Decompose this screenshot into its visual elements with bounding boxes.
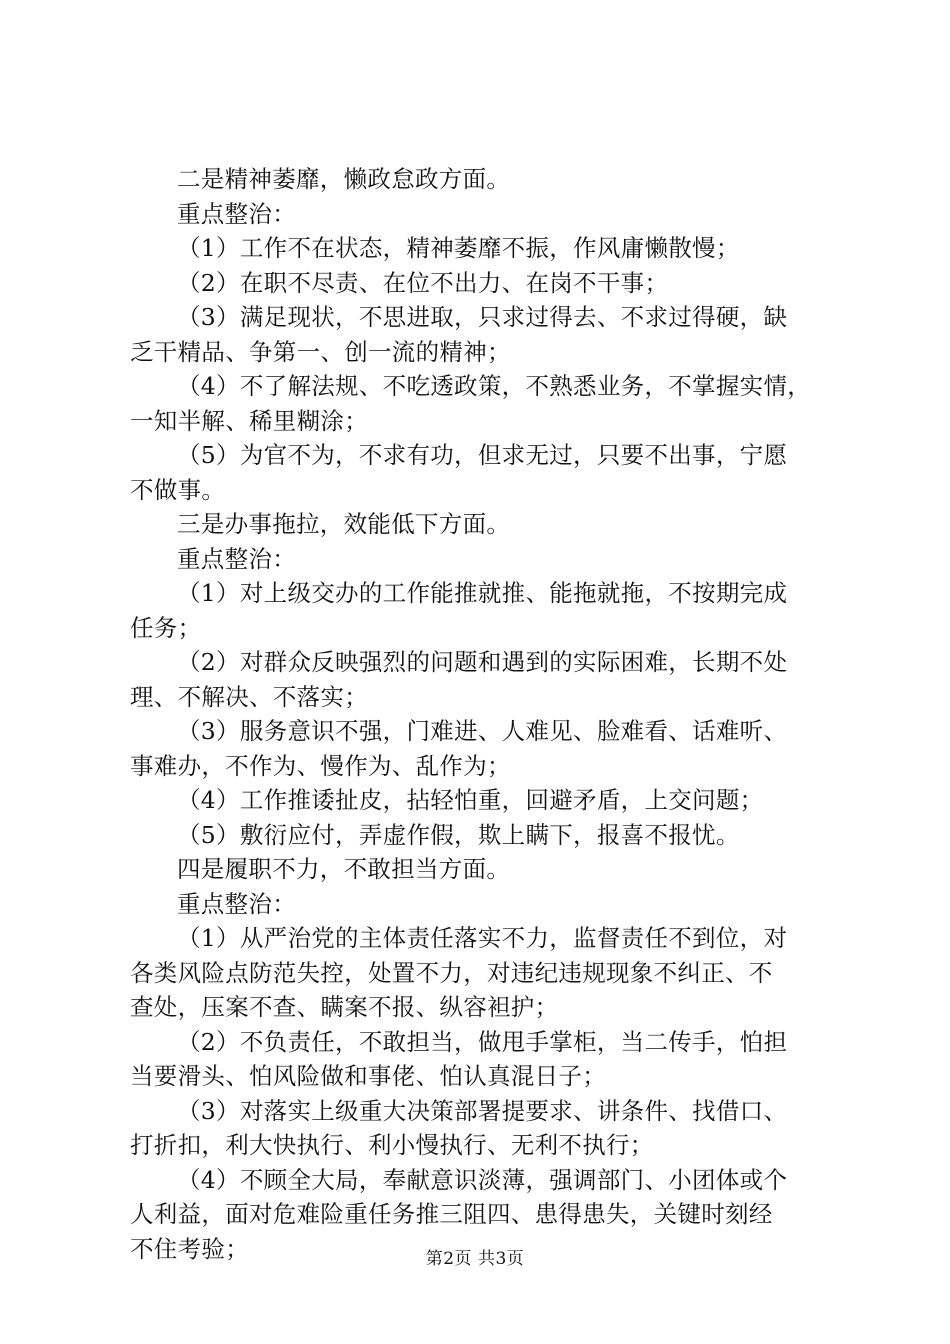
text-line: 重点整治： xyxy=(177,889,296,918)
text-line: 查处，压案不查、瞒案不报、纵容袒护； xyxy=(130,993,559,1021)
text-line: （1）对上级交办的工作能推就推、能拖就拖，不按期完成 xyxy=(177,579,788,607)
page-footer: 第2页 共3页 xyxy=(425,1249,525,1269)
text-line: 乏干精品、争第一、创一流的精神； xyxy=(130,337,511,366)
text-line: 二是精神萎靡，懒政怠政方面。 xyxy=(177,165,511,193)
text-line: （3）服务意识不强，门难进、人难见、脸难看、话难听、 xyxy=(177,717,788,745)
text-line: （1）从严治党的主体责任落实不力，监督责任不到位，对 xyxy=(177,924,788,952)
text-line: 当要滑头、怕风险做和事佬、怕认真混日子； xyxy=(130,1062,606,1090)
text-line: 不住考验； xyxy=(130,1234,249,1263)
text-line: 重点整治： xyxy=(177,199,296,228)
text-line: 任务； xyxy=(130,613,202,642)
text-line: 重点整治： xyxy=(177,544,296,573)
text-line: （3）满足现状，不思进取，只求过得去、不求过得硬，缺 xyxy=(177,303,788,331)
text-line: 四是履职不力，不敢担当方面。 xyxy=(177,855,511,883)
text-line: （3）对落实上级重大决策部署提要求、讲条件、找借口、 xyxy=(177,1096,788,1125)
text-line: （4）不了解法规、不吃透政策，不熟悉业务，不掌握实情， xyxy=(177,372,812,400)
text-line: （4）不顾全大局，奉献意识淡薄，强调部门、小团体或个 xyxy=(177,1165,788,1194)
text-line: 各类风险点防范失控，处置不力，对违纪违规现象不纠正、不 xyxy=(130,958,773,987)
text-line: （4）工作推诿扯皮，拈轻怕重，回避矛盾，上交问题； xyxy=(177,786,764,814)
text-line: 不做事。 xyxy=(130,475,226,504)
text-line: （2）对群众反映强烈的问题和遇到的实际困难，长期不处 xyxy=(177,648,788,676)
text-line: （2）不负责任，不敢担当，做甩手掌柜，当二传手，怕担 xyxy=(177,1027,788,1056)
text-line: （2）在职不尽责、在位不出力、在岗不干事； xyxy=(177,268,669,297)
text-line: 理、不解决、不落实； xyxy=(130,682,368,711)
text-line: 三是办事拖拉，效能低下方面。 xyxy=(177,510,511,538)
text-line: 事难办，不作为、慢作为、乱作为； xyxy=(130,751,511,780)
document-body xyxy=(130,162,830,1266)
text-line: 一知半解、稀里糊涂； xyxy=(130,406,368,435)
text-line: 人利益，面对危难险重任务推三阻四、患得患失，关键时刻经 xyxy=(130,1200,773,1228)
text-line: （5）为官不为，不求有功，但求无过，只要不出事，宁愿 xyxy=(177,441,788,469)
text-line: （1）工作不在状态，精神萎靡不振，作风庸懒散慢； xyxy=(177,234,740,262)
text-line: （5）敷衍应付，弄虚作假，欺上瞒下，报喜不报忧。 xyxy=(177,820,740,849)
text-line: 打折扣，利大快执行、利小慢执行、无利不执行； xyxy=(130,1131,654,1159)
